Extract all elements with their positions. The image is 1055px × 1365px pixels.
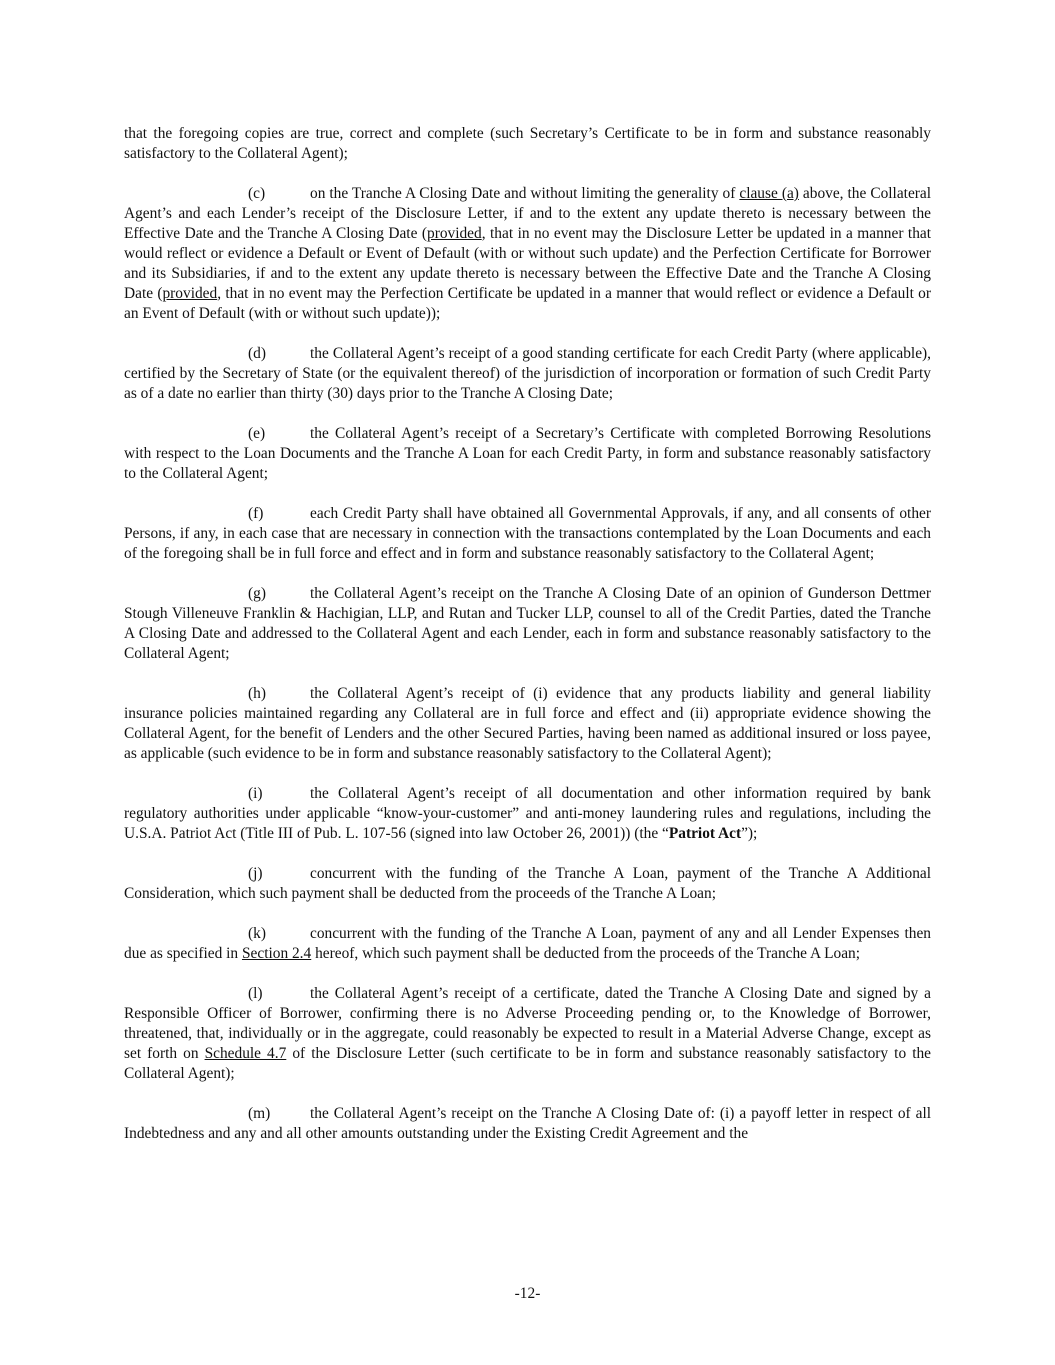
clause-k-label: (k): [248, 925, 266, 942]
intro-paragraph: [124, 124, 931, 164]
intro-text: that the foregoing copies are true, correct and complete (such Secretary’s Certificate to be in form and substance reasonably satisfactory to the Collateral Agent);: [124, 125, 931, 162]
clause-g: [124, 584, 931, 664]
clause-f: [124, 504, 931, 564]
clause-k-text-2: hereof, which such payment shall be deducted from the proceeds of the Tranche A Loan;: [311, 945, 861, 962]
clause-d-text: the Collateral Agent’s receipt of a good standing certificate for each Credit Party (where applicable), certified by the Secretary of State (or the equivalent thereof) of the jurisdiction of incorporation or formation of such Credit Party as of a date no earlier than thirty (30) days prior to the Tranche A Closing Date;: [124, 345, 931, 402]
clause-h-text: the Collateral Agent’s receipt of (i) evidence that any products liability and general liability insurance policies maintained regarding any Collateral are in full force and effect and (ii) appropriate evidence showing the Collateral Agent, for the benefit of Lenders and the other Secured Parties, having been named as additional insured or loss payee, as applicable (such evidence to be in form and substance reasonably satisfactory to the Collateral Agent);: [124, 685, 931, 762]
clause-g-text: the Collateral Agent’s receipt on the Tranche A Closing Date of an opinion of Gunderson Dettmer Stough Villeneuve Franklin & Hachigian, LLP, and Rutan and Tucker LLP, counsel to all of the Credit Parties, dated the Tranche A Closing Date and addressed to the Collateral Agent and each Lender, each in form and substance reasonably satisfactory to the Collateral Agent;: [124, 585, 931, 662]
clause-f-text: each Credit Party shall have obtained all Governmental Approvals, if any, and all consents of other Persons, if any, in each case that are necessary in connection with the transactions contemplated by the Loan Documents and each of the foregoing shall be in full force and effect and in form and substance reasonably satisfactory to the Collateral Agent;: [124, 505, 931, 562]
clause-i-label: (i): [248, 785, 263, 802]
clause-l-text-1: the Collateral Agent’s receipt of a certificate, dated the Tranche A Closing Date and signed by a Responsible Officer of Borrower, confirming there is no Adverse Proceeding pending or, to the Knowledge of Borrower, threatened, that, individually or in the aggregate, could reasonably be expected to result in a Material Adverse Change, except as set forth on: [124, 985, 931, 1062]
document-page: [124, 124, 931, 1144]
clause-e: [124, 424, 931, 484]
clause-d-label: (d): [248, 345, 266, 362]
provided-term-2: provided: [162, 285, 218, 302]
clause-m-label: (m): [248, 1105, 271, 1122]
clause-c-text-2: above, the Collateral Agent’s and each Lender’s receipt of the Disclosure Letter, if and to the extent any update thereto is necessary between the Effective Date and the Tranche A Closing Date (: [124, 185, 932, 242]
clause-d: [124, 344, 931, 404]
schedule-4-7-ref: Schedule 4.7: [204, 1045, 287, 1062]
section-2-4-ref: Section 2.4: [241, 945, 312, 962]
clause-l-label: (l): [248, 985, 263, 1002]
clause-i-text-1: the Collateral Agent’s receipt of all documentation and other information required by bank regulatory authorities under applicable “know-your-customer” and anti-money laundering rules and regulations, including the U.S.A. Patriot Act (Title III of Pub. L. 107-56 (signed into law October 26, 2001)) (the “: [124, 785, 931, 842]
clause-h-label: (h): [248, 685, 266, 702]
clause-j: [124, 864, 931, 904]
clause-k: [124, 924, 931, 964]
clause-l: [124, 984, 931, 1084]
page-number: -12-: [514, 1285, 541, 1302]
clause-k-text-1: concurrent with the funding of the Tranche A Loan, payment of any and all Lender Expenses then due as specified in: [124, 925, 931, 962]
clause-c-label: (c): [248, 185, 266, 202]
clause-c-text-3: , that in no event may the Disclosure Letter be updated in a manner that would reflect or evidence a Default or Event of Default (with or without such update) and the Perfection Certificate for Borrower and its Subsidiaries, if and to the extent any update thereto is necessary between the Effective Date and the Tranche A Closing Date (: [124, 225, 931, 302]
clause-i: [124, 784, 931, 844]
clause-c-text-1: on the Tranche A Closing Date and without limiting the generality of: [310, 185, 740, 202]
clause-g-label: (g): [248, 585, 266, 602]
clause-c-text-4: , that in no event may the Perfection Certificate be updated in a manner that would reflect or evidence a Default or an Event of Default (with or without such update));: [124, 285, 931, 322]
clause-m: [124, 1104, 931, 1144]
clause-c: [124, 184, 931, 324]
clause-m-text: the Collateral Agent’s receipt on the Tranche A Closing Date of: (i) a payoff letter in respect of all Indebtedness and any and all other amounts outstanding under the Existing Credit Agreement and the: [124, 1105, 931, 1142]
clause-e-text: the Collateral Agent’s receipt of a Secretary’s Certificate with completed Borrowing Resolutions with respect to the Loan Documents and the Tranche A Loan for each Credit Party, in form and substance reasonably satisfactory to the Collateral Agent;: [124, 425, 931, 482]
clause-i-text-2: ”);: [741, 825, 758, 842]
clause-h: [124, 684, 931, 764]
clause-l-text-2: of the Disclosure Letter (such certificate to be in form and substance reasonably satisfactory to the Collateral Agent);: [124, 1045, 932, 1082]
patriot-act-term: Patriot Act: [668, 825, 742, 842]
clause-j-label: (j): [248, 865, 263, 882]
clause-a-ref: clause (a): [739, 185, 799, 202]
clause-f-label: (f): [248, 505, 264, 522]
provided-term-1: provided: [427, 225, 482, 242]
clause-e-label: (e): [248, 425, 266, 442]
clause-j-text: concurrent with the funding of the Tranche A Loan, payment of the Tranche A Additional Consideration, which such payment shall be deducted from the proceeds of the Tranche A Loan;: [124, 865, 931, 902]
